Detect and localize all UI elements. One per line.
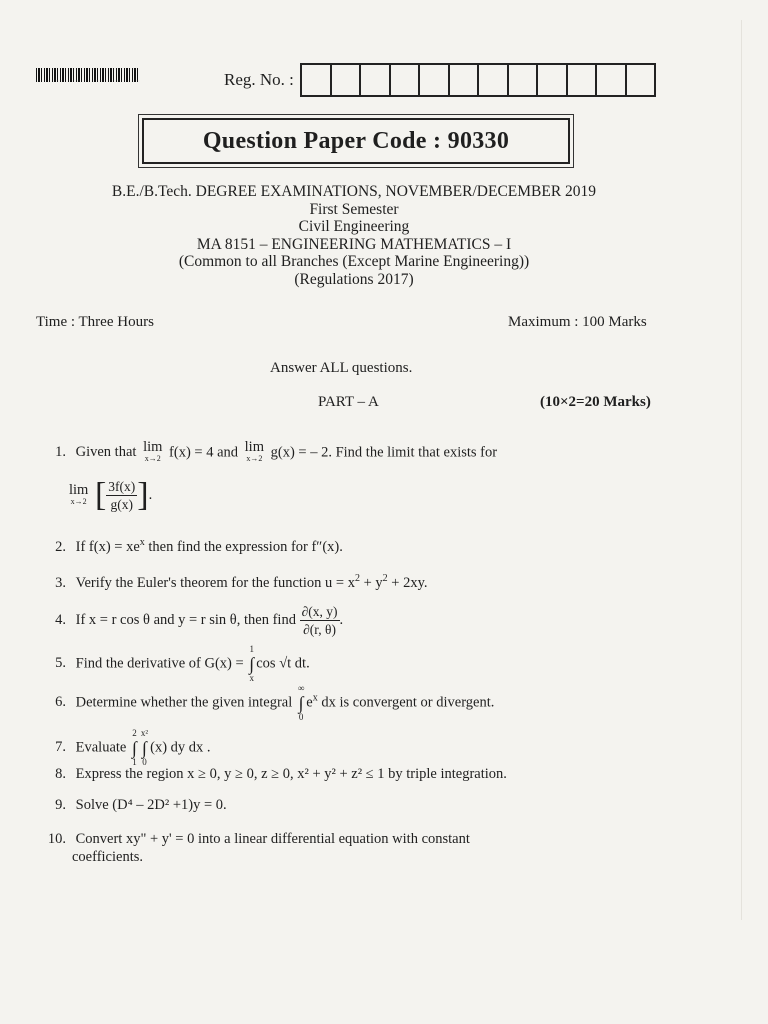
- question-paper-code: Question Paper Code : 90330: [142, 118, 570, 164]
- reg-no-digit-box: [420, 65, 450, 95]
- fraction: $\frac{3f(x)}{g(x)}$: [108, 479, 136, 512]
- question-10-continued: coefficients.: [72, 849, 143, 865]
- question-2: 2. If $f(x) = xe^x$ then find the expression for f″(x).: [55, 537, 343, 555]
- integral-sign: ∞ ∫ 0: [297, 683, 305, 722]
- reg-no-digit-box: [391, 65, 421, 95]
- reg-no-digit-box: [568, 65, 598, 95]
- maximum-marks: Maximum : 100 Marks: [508, 314, 647, 330]
- integral-sign: x² ∫ 0: [140, 728, 149, 767]
- exam-title: B.E./B.Tech. DEGREE EXAMINATIONS, NOVEMBER/DECEMBER 2019: [111, 183, 597, 200]
- reg-no-digit-box: [332, 65, 362, 95]
- reg-no-label: Reg. No. :: [224, 70, 294, 89]
- question-1: 1. Given that lim x→2 f(x) = 4 and lim x→2 g(x) = – 2. Find the limit that exists for: [55, 439, 498, 463]
- question-9: 9. Solve (D⁴ – 2D² +1)y = 0.: [55, 797, 227, 813]
- question-6: 6. Determine whether the given integral ∞ ∫ 0 $e^x$ dx is convergent or divergent.: [55, 683, 495, 722]
- reg-no-digit-box: [538, 65, 568, 95]
- reg-no-digit-box: [627, 65, 655, 95]
- common-note: (Common to all Branches (Except Marine Engineering)): [178, 253, 530, 270]
- reg-no-boxes: [300, 63, 656, 97]
- question-8: 8. Express the region x ≥ 0, y ≥ 0, z ≥ 0, x² + y² + z² ≤ 1 by triple integration.: [55, 766, 507, 782]
- barcode: [36, 68, 138, 82]
- question-4: 4. If x = r cos θ and y = r sin θ, then find $\frac{\partial(x, y)}{\partial(r, \theta)}$ .: [55, 604, 344, 637]
- integral-sign: 2 ∫ 1: [131, 728, 137, 767]
- limit-operator: lim x→2: [143, 439, 163, 463]
- part-heading: PART – A: [318, 394, 379, 410]
- reg-no-digit-box: [361, 65, 391, 95]
- reg-no-digit-box: [597, 65, 627, 95]
- question-7: 7. Evaluate 2 ∫ 1 x² ∫ 0 (x) dy dx .: [55, 728, 211, 767]
- instruction: Answer ALL questions.: [270, 360, 413, 376]
- limit-operator: lim x→2: [69, 481, 89, 506]
- time-allowed: Time : Three Hours: [36, 314, 154, 330]
- course-title: MA 8151 – ENGINEERING MATHEMATICS – I: [196, 235, 512, 253]
- exam-header: [0, 183, 708, 288]
- department: Civil Engineering: [298, 218, 410, 235]
- reg-no-digit-box: [479, 65, 509, 95]
- jacobian-fraction: $\frac{\partial(x, y)}{\partial(r, \theta)}$: [301, 604, 338, 637]
- reg-no-digit-box: [302, 65, 332, 95]
- question-10: 10. Convert xy" + y' = 0 into a linear differential equation with constant: [47, 831, 470, 847]
- reg-no-digit-box: [450, 65, 480, 95]
- integral-sign: 1 ∫ x: [249, 644, 255, 683]
- question-1-expression: lim x→2 [ $\frac{3f(x)}{g(x)}$ ].: [69, 476, 153, 514]
- part-marks: (10×2=20 Marks): [540, 394, 651, 410]
- reg-no-digit-box: [509, 65, 539, 95]
- question-5: 5. Find the derivative of G(x) = 1 ∫ x cos √t dt.: [55, 644, 310, 683]
- limit-operator: lim x→2: [244, 439, 264, 463]
- regulations: (Regulations 2017): [294, 270, 414, 288]
- scan-edge: [741, 20, 742, 920]
- semester: First Semester: [309, 200, 399, 218]
- question-3: 3. Verify the Euler's theorem for the function $u = x^2 + y^2 + 2xy$.: [55, 573, 428, 591]
